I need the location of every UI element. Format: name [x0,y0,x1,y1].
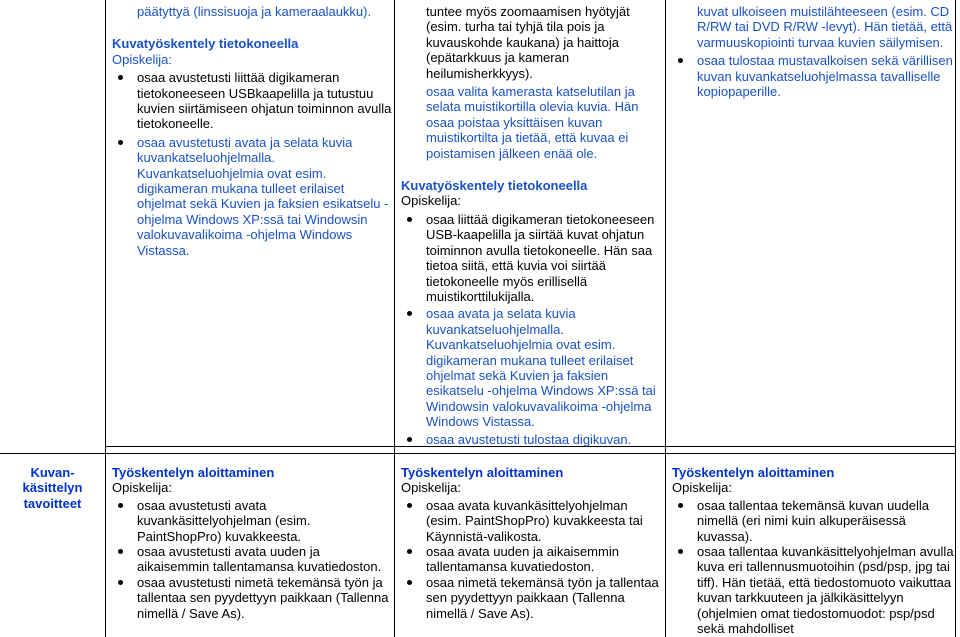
list-item: osaa avustetusti liittää digikameran tietokoneeseen USBkaapelilla ja tutustuu kuvien siirtämiseen ohjatun toiminnon avulla tietokoneelle. [112,70,392,132]
row-header-label: Kuvan-käsittelyn tavoitteet [22,465,83,511]
list-item: osaa avustetusti nimetä tekemänsä työn ja tallentaa sen pyydettyyn paikkaan (Tallenna nimellä / Save As). [112,575,392,621]
column-divider [394,0,395,637]
list-item: osaa liittää digikameran tietokoneeseen USB-kaapelilla ja siirtää kuvat ohjatun toiminnon avulla tietokoneelle. Hän saa tietoa siitä, että kuvia voi siirtää tietokoneelle myös erillisellä muistikorttilukijalla. [401,212,663,304]
section-subheading: Opiskelija: [672,480,732,496]
intro-text: kuvat ulkoiseen muistilähteeseen (esim. CD R/RW tai DVD R/RW -levyt). Hän tietää, että varmuuskopiointi turvaa kuvien säilymisen. [697,4,953,50]
section-heading: Työskentelyn aloittaminen [112,465,275,480]
bottom-col3-cell [401,465,663,621]
section-heading: Kuvatyöskentely tietokoneella [401,178,588,194]
list-item: osaa avustetusti tulostaa digikuvan. [401,432,663,447]
list-item: osaa avata uuden ja aikaisemmin tallentamansa kuvatiedoston. [401,544,663,575]
section-heading: Työskentelyn aloittaminen [401,465,564,480]
top-col4-cell [672,4,954,99]
list-item: osaa avata ja selata kuvia kuvankatseluohjelmalla. Kuvankatseluohjelmia ovat esim. digikameran mukana tulleet erilaiset ohjelmat sekä Kuvien ja faksien esikatselu -ohjelma Windows XP:ssä tai Windowsin valokuvavalikoima -ohjelma Windows Vistassa. [401,306,663,429]
column-divider [105,0,106,637]
section-subheading: Opiskelija: [112,51,172,67]
section-heading: Työskentelyn aloittaminen [672,465,835,480]
list-item: osaa valita kamerasta katselutilan ja selata muistikortilla olevia kuvia. Hän osaa poistaa yksittäisen kuvan muistikortilta ja tietää, että kuvaa ei poistamisen jälkeen enää ole. [426,84,639,161]
section-subheading: Opiskelija: [401,193,461,209]
section-subheading: Opiskelija: [401,480,461,496]
list-item: osaa avustetusti avata ja selata kuvia kuvankatseluohjelmalla. Kuvankatseluohjelmia ovat esim. digikameran mukana tulleet erilaiset ohjelmat sekä Kuvien ja faksien esikatselu -ohjelma Windows XP:ssä tai Windowsin valokuvavalikoima -ohjelma Windows Vistassa. [112,135,392,258]
section-subheading: Opiskelija: [112,480,172,496]
row-divider [0,453,956,454]
list-item: osaa nimetä tekemänsä työn ja tallentaa sen pyydettyyn paikkaan (Tallenna nimellä / Save As). [401,575,663,621]
row-header [4,465,101,511]
top-col2-cell [112,4,392,258]
column-divider [955,0,956,637]
list-item: osaa avustetusti avata kuvankäsittelyohjelman (esim. PaintShopPro) kuvakkeesta. [112,498,392,544]
bottom-col2-cell [112,465,392,621]
bottom-col4-cell [672,465,954,636]
intro-text: tuntee myös zoomaamisen hyötyjät (esim. turha tai tyhjä tila pois ja kuvauskohde kaukana) ja haittoja (epätarkkuus ja kameran heilumisherkkyys). [426,4,630,81]
top-col3-cell [401,4,663,447]
list-item: osaa avata kuvankäsittelyohjelman (esim. PaintShopPro) kuvakkeesta tai Käynnistä-valikosta. [401,498,663,544]
list-item: osaa tulostaa mustavalkoisen sekä värillisen kuvan kuvankatseluohjelmassa tavalliselle kopiopaperille. [672,53,954,99]
section-heading: Kuvatyöskentely tietokoneella [112,36,299,52]
list-item: osaa avustetusti avata uuden ja aikaisemmin tallentamansa kuvatiedoston. [112,544,392,575]
column-divider [665,0,666,637]
list-item: osaa tallentaa tekemänsä kuvan uudella nimellä (eri nimi kuin alkuperäisessä kuvassa). [672,498,954,544]
intro-text: päätyttyä (linssisuoja ja kameraalaukku). [137,4,372,19]
list-item: osaa tallentaa kuvankäsittelyohjelman avulla kuva eri tallennusmuotoihin (psd/psp, jpg tai tiff). Hän tietää, että tiedostomuoto vaikuttaa kuvan tarkkuuteen ja jälkikäsittelyyn (ohjelmien omat tiedostomuodot: psp/psd sekä mahdolliset [672,544,954,636]
